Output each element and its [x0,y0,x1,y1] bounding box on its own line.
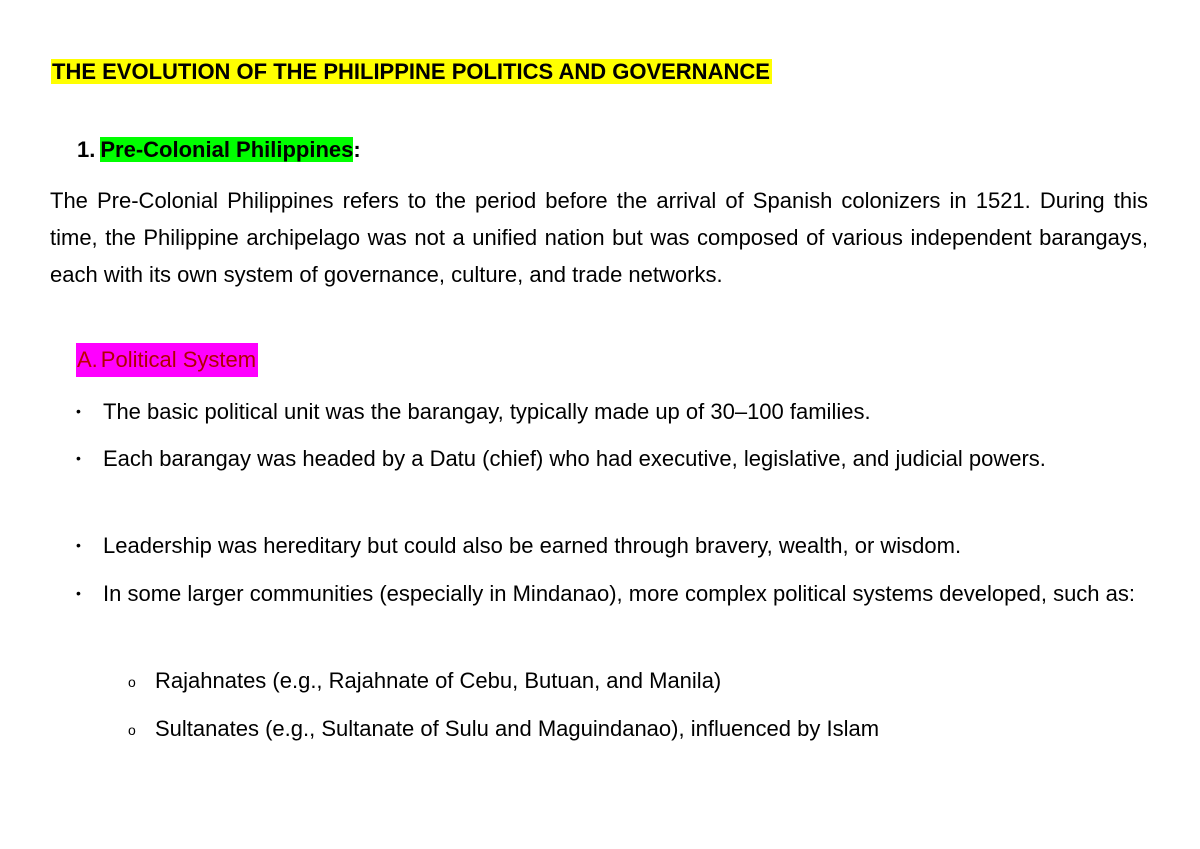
list-item-text: The basic political unit was the barangay, typically made up of 30–100 families. [103,399,871,424]
list-item-text: Leadership was hereditary but could also be earned through bravery, wealth, or wisdom. [103,533,962,558]
sub-list-item-text: Rajahnates (e.g., Rajahnate of Cebu, Butuan, and Manila) [155,668,722,693]
list-item [76,393,1150,430]
sub-list-item [128,710,1148,747]
bullet-icon: • [76,403,81,419]
list-item-text: In some larger communities (especially in Mindanao), more complex political systems developed, such as: [103,581,1136,606]
section-heading-text: Pre-Colonial Philippines [100,137,354,162]
section-heading-suffix: : [353,137,361,162]
section-number: 1. [77,137,96,162]
document-title [51,56,772,88]
sub-list-item [128,662,1148,699]
bullet-icon: • [76,450,81,466]
list-item [76,575,1150,612]
circle-bullet-icon: o [128,722,136,738]
bullet-icon: • [76,585,81,601]
section-intro-paragraph: The Pre-Colonial Philippines refers to the period before the arrival of Spanish colonizers in 1521. During this time, the Philippine archipelago was not a unified nation but was composed of various independent barangays, each with its own system of governance, culture, and trade networks. [50,188,1148,287]
list-item [76,440,1150,477]
subsection-heading-text: Political System [100,347,257,372]
circle-bullet-icon: o [128,674,136,690]
list-item [76,527,1150,564]
list-item-text: Each barangay was headed by a Datu (chief) who had executive, legislative, and judicial powers. [103,446,1046,471]
bullet-icon: • [76,537,81,553]
document-title-text: THE EVOLUTION OF THE PHILIPPINE POLITICS AND GOVERNANCE [52,59,770,84]
subsection-heading [76,343,258,377]
section-heading [77,134,361,166]
subsection-letter: A. [77,347,98,372]
sub-list-item-text: Sultanates (e.g., Sultanate of Sulu and Maguindanao), influenced by Islam [155,716,880,741]
